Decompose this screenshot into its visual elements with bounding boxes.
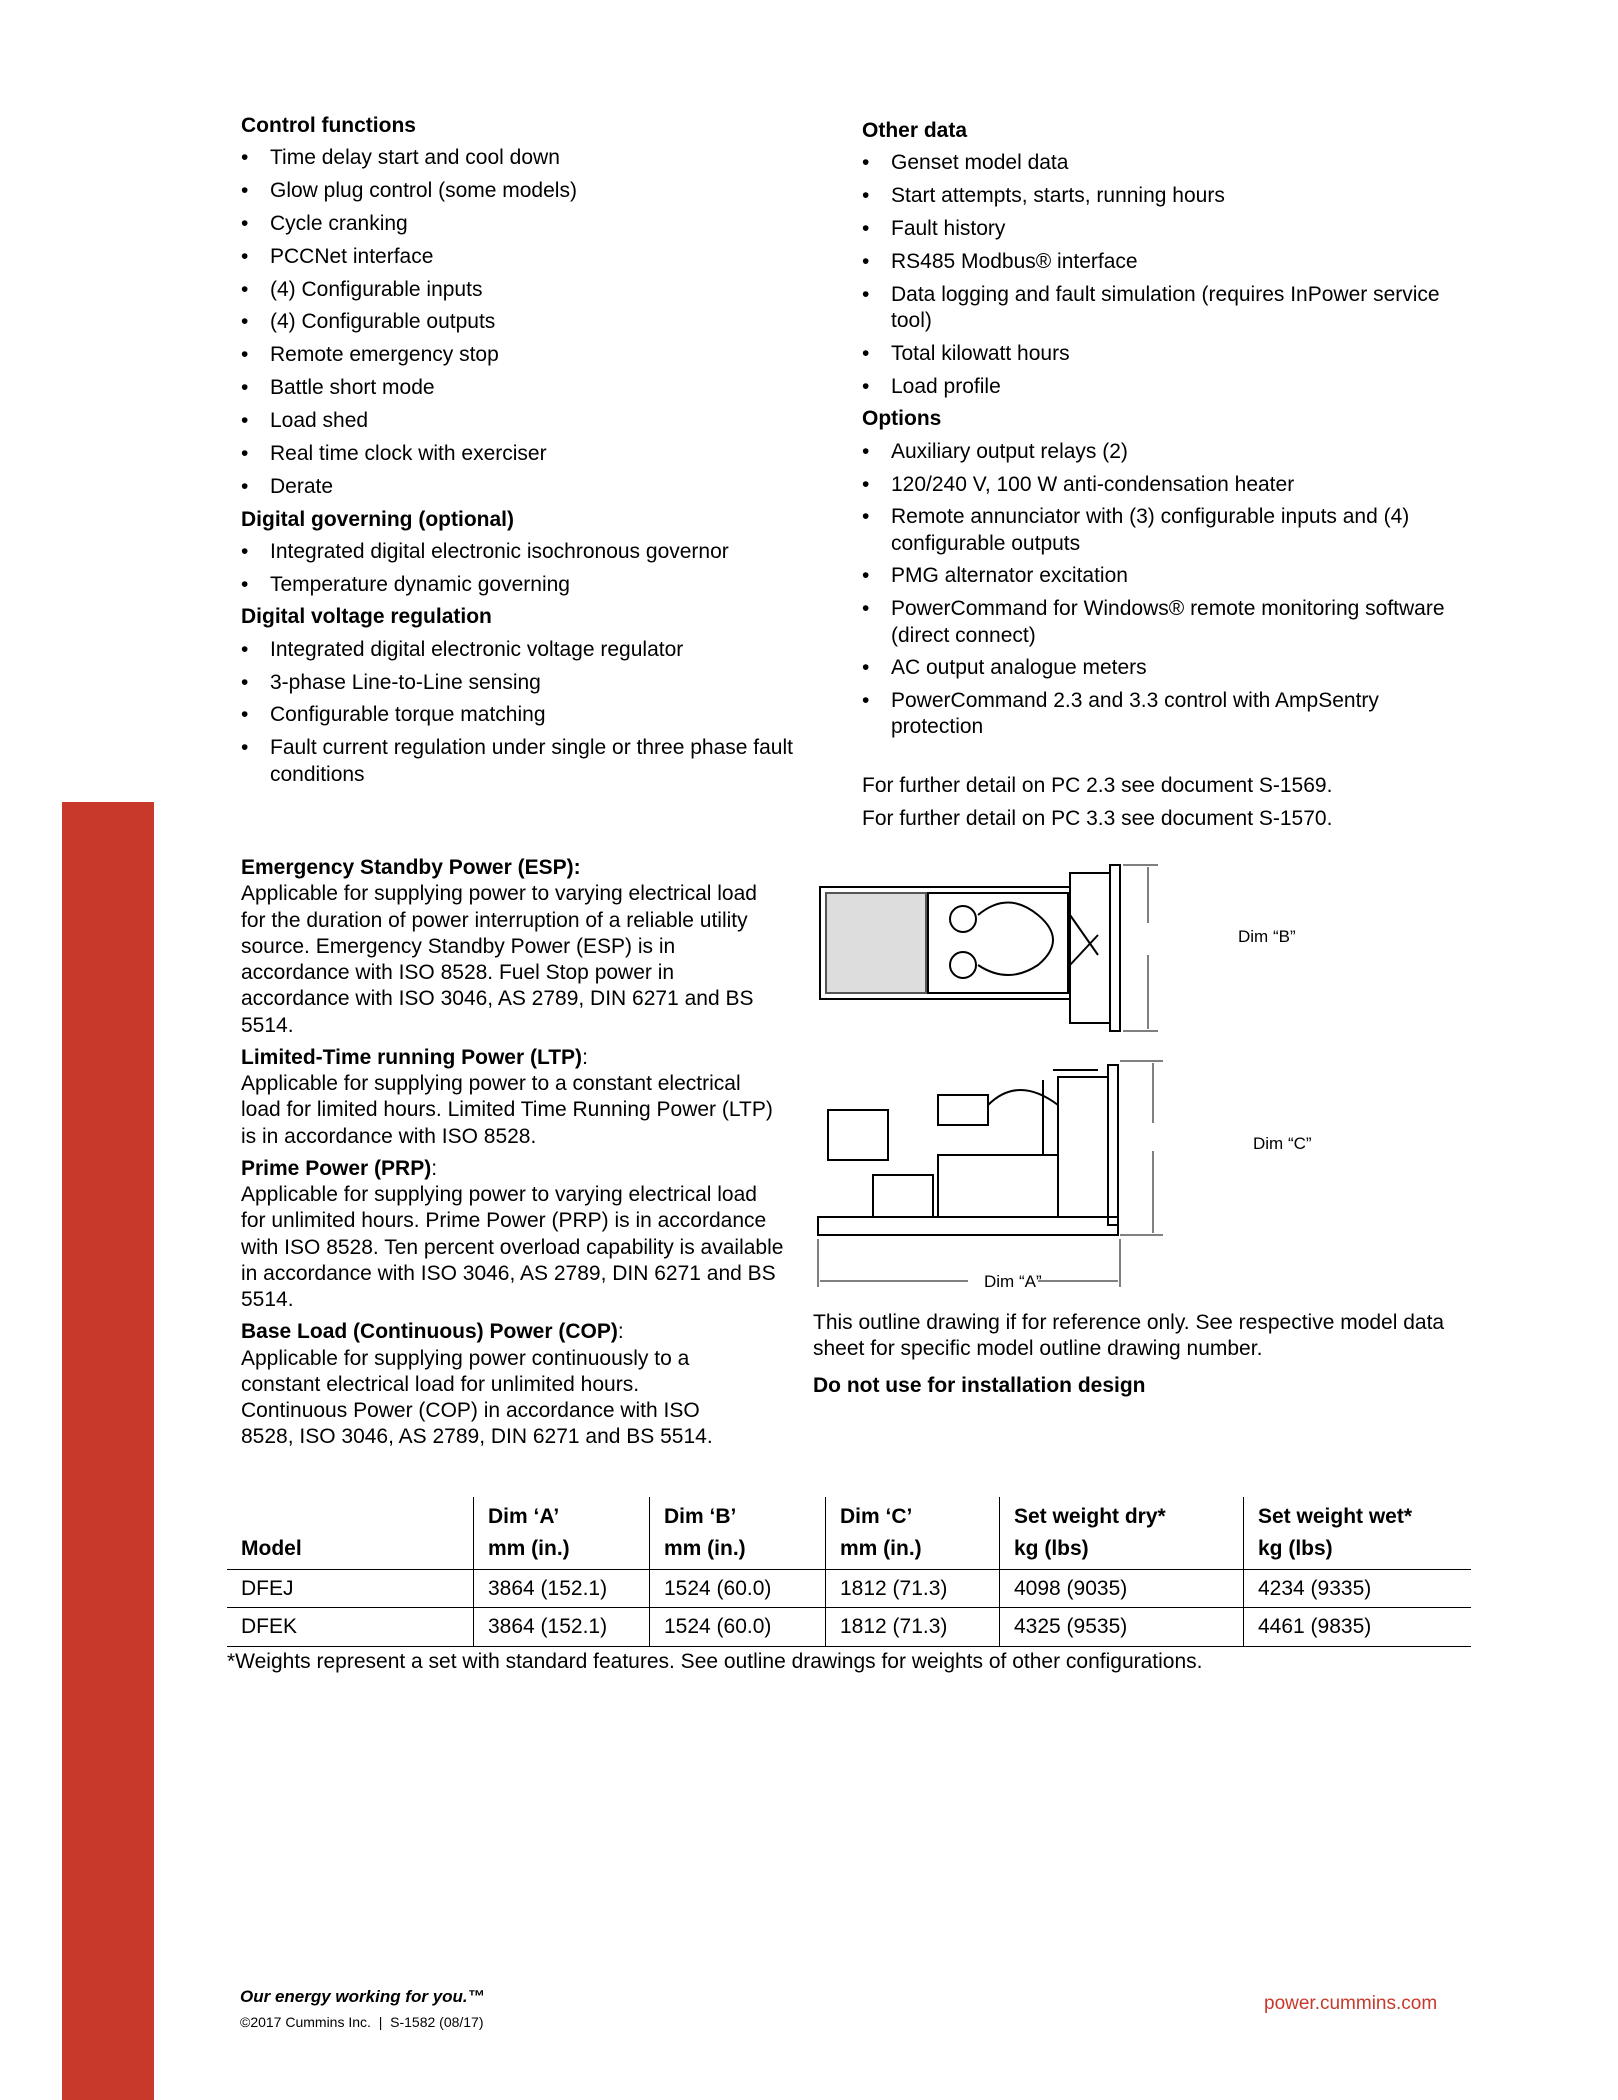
pc23-reference: For further detail on PC 2.3 see document S-1569. <box>862 774 1333 798</box>
list-item: • Battle short mode <box>241 375 841 401</box>
list-item: • Fault history <box>862 216 1472 242</box>
table-cell: 1812 (71.3) <box>826 1570 1000 1608</box>
brand-tagline: Our energy working for you.™ <box>240 1987 485 2006</box>
esp-title: Emergency Standby Power (ESP): <box>241 856 581 879</box>
website-link[interactable]: power.cummins.com <box>1264 1993 1438 2014</box>
list-item: • Total kilowatt hours <box>862 341 1472 367</box>
ltp-definition: Limited-Time running Power (LTP): Applicable for supplying power to a constant electrical load for limited hours. Limited Time Running Power (LTP) is in accordance with ISO 8528. <box>241 1045 773 1148</box>
list-item: • Glow plug control (some models) <box>241 178 841 204</box>
accent-sidebar-bar <box>62 802 154 2100</box>
column-header: Set weight wet* kg (lbs) <box>1244 1497 1472 1570</box>
list-item: • Configurable torque matching <box>241 702 841 728</box>
list-item: • AC output analogue meters <box>862 655 1472 681</box>
options-heading: Options <box>862 407 942 431</box>
digital-governing-heading: Digital governing (optional) <box>241 507 514 531</box>
list-item: • Data logging and fault simulation (requires InPower service tool) <box>862 282 1472 335</box>
control-functions-heading: Control functions <box>241 114 416 137</box>
cop-definition: Base Load (Continuous) Power (COP): Applicable for supplying power continuously to a constant electrical load for unlimited hours. Continuous Power (COP) in accordance with ISO 8528, ISO 3046, AS 2789, DIN 6271 and BS 5514. <box>241 1319 786 1450</box>
drawing-disclaimer: This outline drawing if for reference only. See respective model data sheet for specific model outline drawing number. <box>813 1311 1445 1361</box>
table-cell: 4325 (9535) <box>1000 1608 1244 1646</box>
table-header-row <box>227 1497 1471 1570</box>
table-cell: 4098 (9035) <box>1000 1570 1244 1608</box>
list-item: • PowerCommand for Windows® remote monitoring software (direct connect) <box>862 596 1472 649</box>
digital-voltage-list <box>241 637 841 788</box>
list-item: • Real time clock with exerciser <box>241 441 841 467</box>
list-item: • PowerCommand 2.3 and 3.3 control with AmpSentry protection <box>862 688 1472 741</box>
list-item: • 120/240 V, 100 W anti-condensation heater <box>862 472 1472 498</box>
copyright-text: ©2017 Cummins Inc. | S-1582 (08/17) <box>240 2014 484 2030</box>
list-item: • Load shed <box>241 408 841 434</box>
table-footnote: *Weights represent a set with standard features. See outline drawings for weights of other configurations. <box>227 1650 1203 1673</box>
table-cell: 1812 (71.3) <box>826 1608 1000 1646</box>
genset-outline-drawing <box>808 855 1328 1295</box>
list-item: • PCCNet interface <box>241 244 841 270</box>
cop-title: Base Load (Continuous) Power (COP) <box>241 1320 618 1344</box>
list-item: • Integrated digital electronic voltage regulator <box>241 637 841 663</box>
dim-c-label: Dim “C” <box>1253 1134 1312 1153</box>
table-cell: 3864 (152.1) <box>474 1570 650 1608</box>
table-cell: 1524 (60.0) <box>650 1608 826 1646</box>
list-item: • Fault current regulation under single or three phase fault conditions <box>241 735 841 788</box>
installation-warning: Do not use for installation design <box>813 1373 1146 1397</box>
control-functions-list <box>241 145 841 500</box>
list-item: • Load profile <box>862 374 1472 400</box>
dim-a-label: Dim “A” <box>984 1272 1042 1291</box>
list-item: • Remote emergency stop <box>241 342 841 368</box>
table-cell: 3864 (152.1) <box>474 1608 650 1646</box>
drawing-note <box>813 1310 1473 1405</box>
ltp-body: Applicable for supplying power to a constant electrical load for limited hours. Limited Time Running Power (LTP) is in accordance with ISO 8528. <box>241 1072 773 1148</box>
table-cell: 4234 (9335) <box>1244 1570 1472 1608</box>
table-cell: DFEJ <box>227 1570 474 1608</box>
list-item: • Derate <box>241 474 841 500</box>
pc33-reference: For further detail on PC 3.3 see document S-1570. <box>862 806 1333 830</box>
right-features-column <box>862 118 1472 838</box>
column-header: Dim ‘A’ mm (in.) <box>474 1497 650 1570</box>
esp-definition <box>241 855 786 1039</box>
ltp-title: Limited-Time running Power (LTP) <box>241 1045 583 1069</box>
list-item: • Temperature dynamic governing <box>241 572 841 598</box>
dim-b-label: Dim “B” <box>1238 927 1296 946</box>
esp-body: Applicable for supplying power to varying electrical load for the duration of power interruption of a reliable utility source. Emergency Standby Power (ESP) is in accordance with ISO 8528. Fuel Stop power in accordance with ISO 3046, AS 2789, DIN 6271 and BS 5514. <box>241 882 757 1037</box>
prp-body: Applicable for supplying power to varying electrical load for unlimited hours. Prime Power (PRP) is in accordance with ISO 8528. Ten percent overload capability is available in accordance with ISO 3046, AS 2789, DIN 6271 and BS 5514. <box>241 1183 784 1311</box>
list-item: • Cycle cranking <box>241 211 841 237</box>
options-list <box>862 439 1472 741</box>
table-cell: 1524 (60.0) <box>650 1570 826 1608</box>
list-item: • Remote annunciator with (3) configurable inputs and (4) configurable outputs <box>862 504 1472 557</box>
list-item: • (4) Configurable outputs <box>241 309 841 335</box>
table-row <box>227 1608 1471 1646</box>
list-item: • Start attempts, starts, running hours <box>862 183 1472 209</box>
list-item: • PMG alternator excitation <box>862 563 1472 589</box>
list-item: • Genset model data <box>862 150 1472 176</box>
ratings-definitions <box>241 855 786 1457</box>
left-features-column <box>241 113 841 794</box>
digital-voltage-heading: Digital voltage regulation <box>241 605 492 629</box>
table-cell: 4461 (9835) <box>1244 1608 1472 1646</box>
list-item: • Auxiliary output relays (2) <box>862 439 1472 465</box>
list-item: • RS485 Modbus® interface <box>862 249 1472 275</box>
other-data-list <box>862 150 1472 400</box>
prp-definition: Prime Power (PRP): Applicable for supplying power to varying electrical load for unlimited hours. Prime Power (PRP) is in accordance with ISO 8528. Ten percent overload capability is available in accordance with ISO 3046, AS 2789, DIN 6271 and BS 5514. <box>241 1156 784 1311</box>
column-header: Model <box>227 1497 474 1570</box>
list-item: • Time delay start and cool down <box>241 145 841 171</box>
column-header: Set weight dry* kg (lbs) <box>1000 1497 1244 1570</box>
prp-title: Prime Power (PRP) <box>241 1156 432 1180</box>
table-cell: DFEK <box>227 1608 474 1646</box>
list-item: • Integrated digital electronic isochronous governor <box>241 539 841 565</box>
other-data-heading: Other data <box>862 119 968 142</box>
list-item: • 3-phase Line-to-Line sensing <box>241 670 841 696</box>
table-row <box>227 1570 1471 1608</box>
dimensions-table <box>227 1497 1471 1647</box>
list-item: • (4) Configurable inputs <box>241 277 841 303</box>
digital-governing-list <box>241 539 841 598</box>
column-header: Dim ‘C’ mm (in.) <box>826 1497 1000 1570</box>
cop-body: Applicable for supplying power continuously to a constant electrical load for unlimited hours. Continuous Power (COP) in accordance with ISO 8528, ISO 3046, AS 2789, DIN 6271 and BS 5514. <box>241 1346 713 1449</box>
column-header: Dim ‘B’ mm (in.) <box>650 1497 826 1570</box>
